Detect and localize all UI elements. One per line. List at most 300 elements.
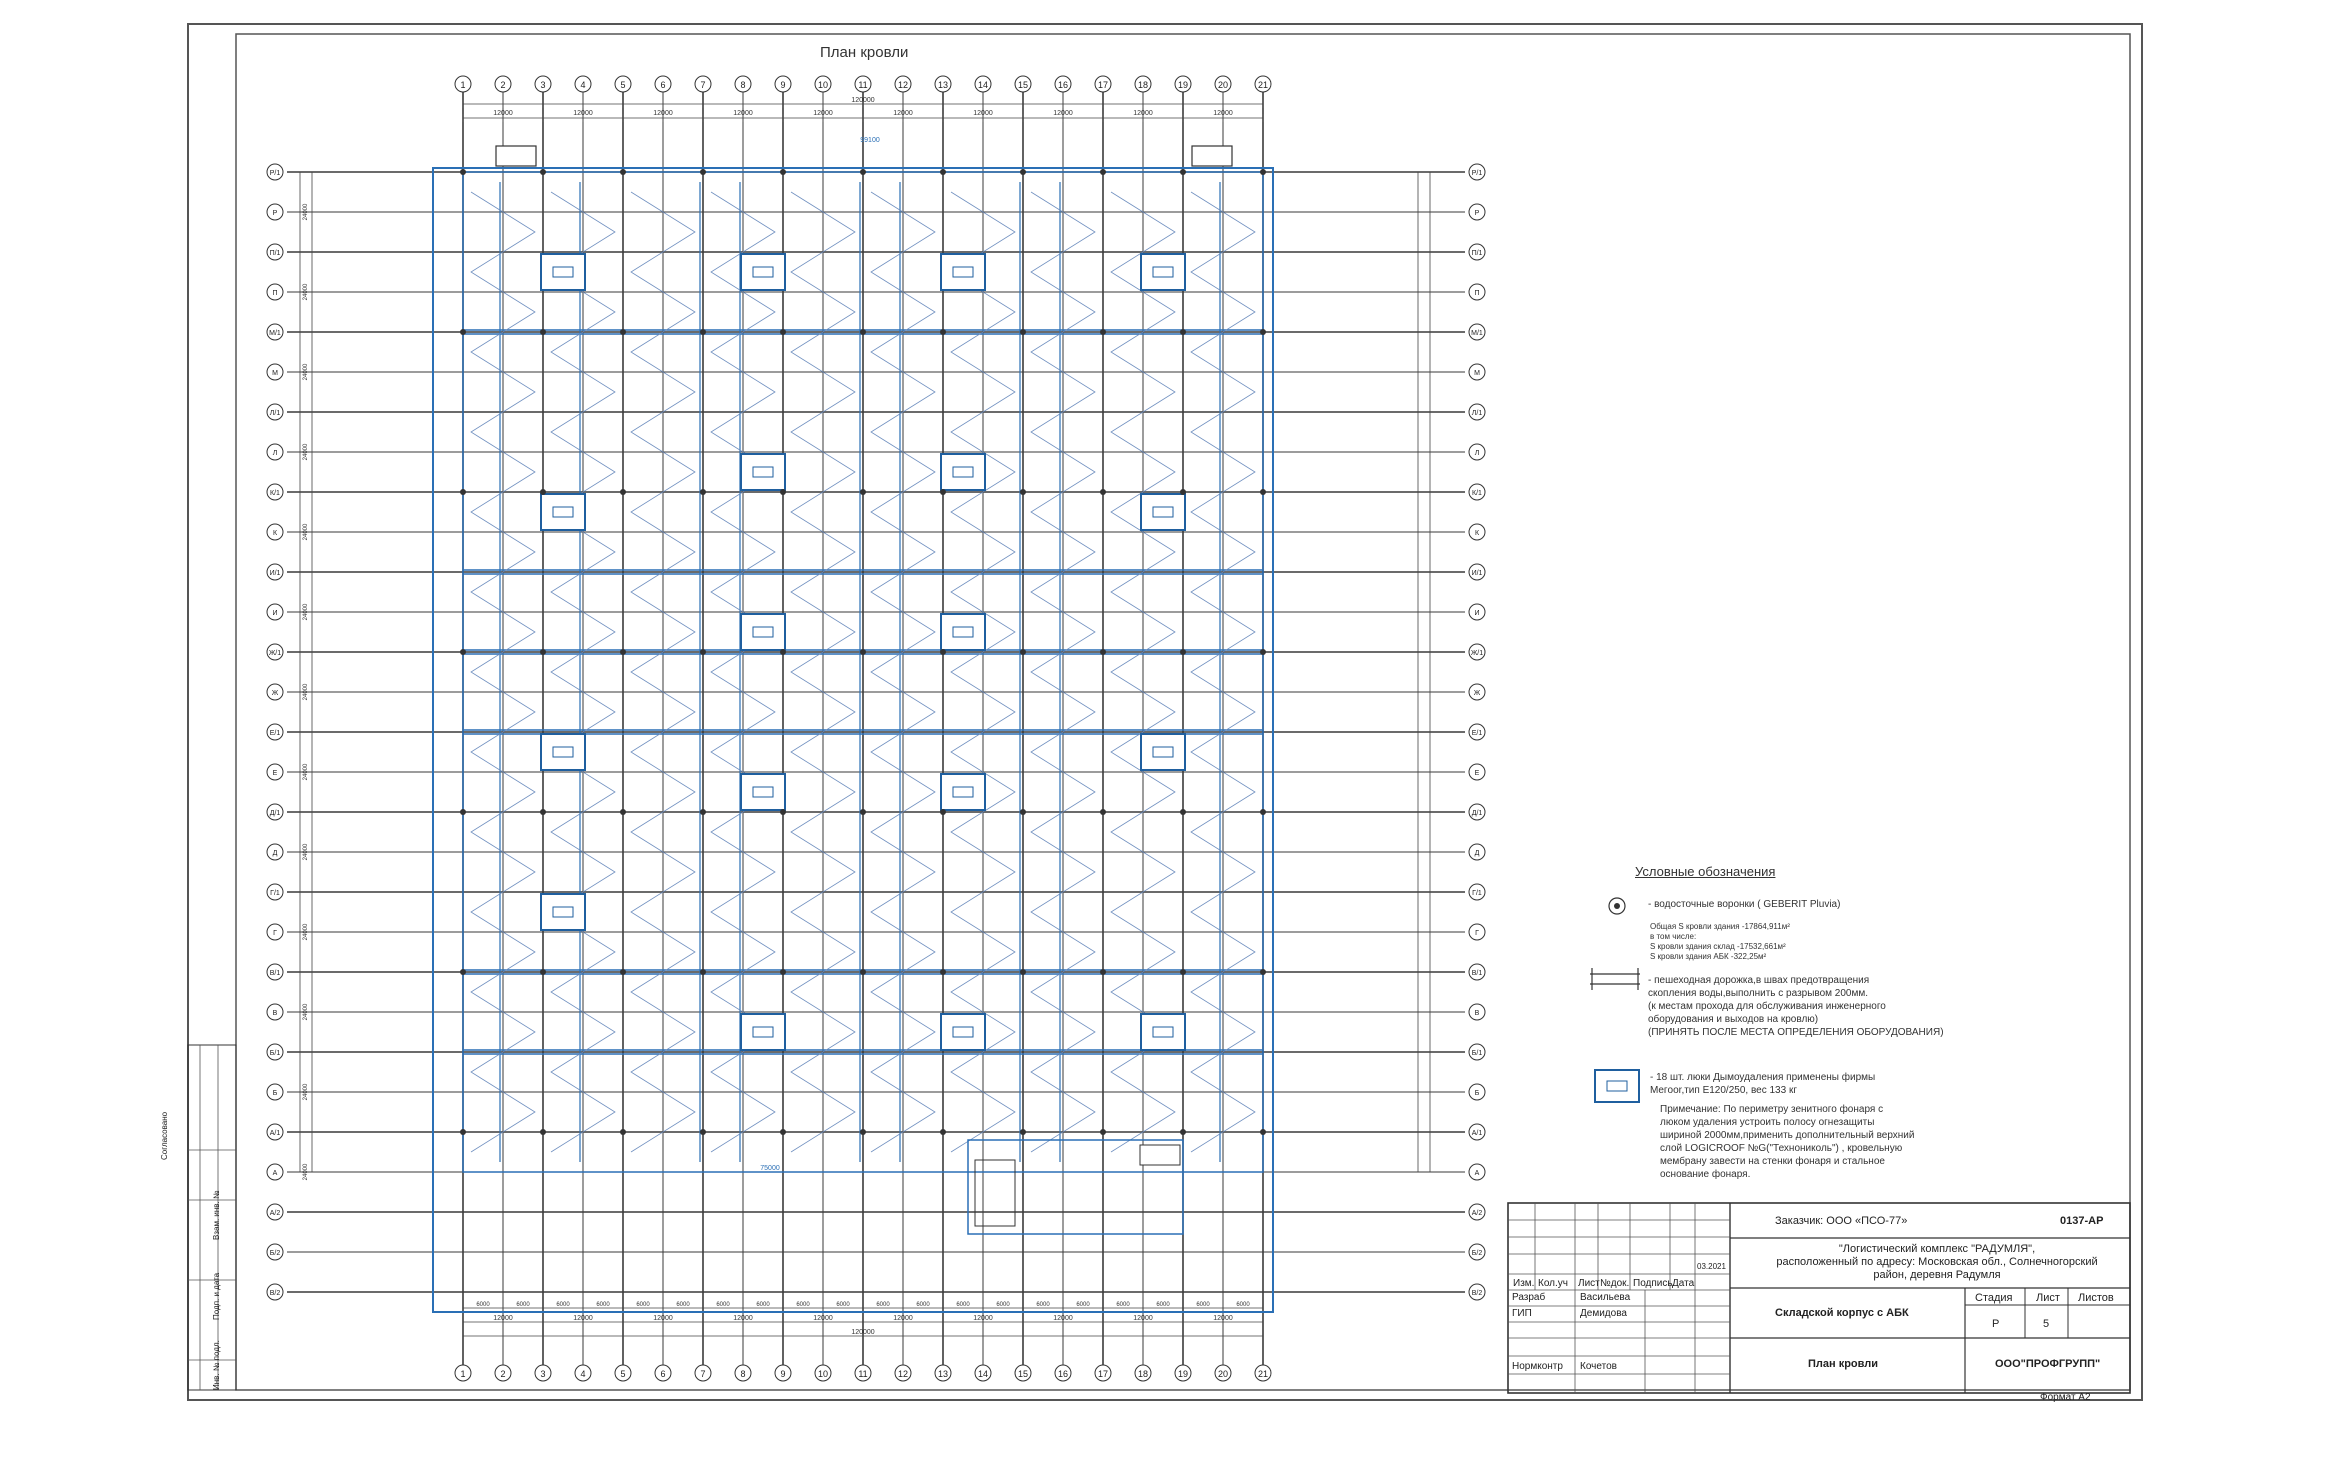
column-point bbox=[1180, 489, 1186, 495]
column-point bbox=[1180, 329, 1186, 335]
axis-label-right: Д bbox=[1474, 850, 1480, 857]
dimension-roof-width: 99100 bbox=[860, 137, 880, 144]
column-point bbox=[700, 329, 706, 335]
axis-label-top: 13 bbox=[937, 80, 949, 90]
column-point bbox=[1100, 1129, 1106, 1135]
axis-label-bottom: 2 bbox=[500, 1369, 506, 1379]
axis-label-right: Г bbox=[1475, 930, 1479, 937]
legend-funnel-label: - водосточные воронки ( GEBERIT Pluvia) bbox=[1648, 899, 1841, 910]
axis-label-left: Б bbox=[272, 1090, 278, 1097]
dimension-label-side: 24000 bbox=[303, 603, 309, 621]
column-point bbox=[460, 1129, 466, 1135]
stamp-customer: Заказчик: ООО «ПСО-77» bbox=[1775, 1215, 1908, 1227]
axis-label-top: 1 bbox=[460, 80, 466, 90]
dimension-label-side: 24000 bbox=[303, 443, 309, 461]
stamp-project-line: район, деревня Радумля bbox=[1873, 1269, 2001, 1281]
legend-walkway bbox=[1648, 974, 1944, 1039]
legend-title: Условные обозначения bbox=[1635, 864, 1776, 879]
column-point bbox=[700, 169, 706, 175]
stamp-name-gip: Демидова bbox=[1580, 1308, 1627, 1319]
axis-label-left: Р bbox=[272, 210, 278, 217]
axis-label-right: А/1 bbox=[1471, 1130, 1483, 1137]
legend-note bbox=[1660, 1103, 1914, 1181]
column-point bbox=[1180, 169, 1186, 175]
stamp-stage-header: Стадия bbox=[1975, 1292, 2013, 1304]
column-point bbox=[1260, 649, 1266, 655]
axis-label-left: В/2 bbox=[269, 1290, 281, 1297]
axis-label-left: В bbox=[272, 1010, 278, 1017]
smoke-hatch bbox=[1141, 254, 1185, 290]
dimension-label: 12000 bbox=[1053, 110, 1073, 117]
axis-label-bottom: 9 bbox=[780, 1369, 786, 1379]
axis-label-bottom: 20 bbox=[1217, 1369, 1229, 1379]
smoke-hatch bbox=[541, 494, 585, 530]
side-stamp-inv-orig: Инв. № подл. bbox=[212, 1340, 221, 1390]
dimension-label-step: 6000 bbox=[876, 1302, 890, 1308]
axis-label-right: Д/1 bbox=[1471, 810, 1483, 817]
legend-note-line: основание фонаря. bbox=[1660, 1169, 1751, 1180]
column-point bbox=[1020, 489, 1026, 495]
axis-label-right: Е/1 bbox=[1471, 730, 1483, 737]
dimension-label: 12000 bbox=[733, 110, 753, 117]
dimension-bottom-width: 75000 bbox=[760, 1165, 780, 1172]
stamp-role-gip: ГИП bbox=[1512, 1308, 1532, 1319]
axis-label-right: А bbox=[1474, 1170, 1480, 1177]
legend-note-line: Примечание: По периметру зенитного фонаря с bbox=[1660, 1104, 1884, 1115]
dimension-label-step: 6000 bbox=[516, 1302, 530, 1308]
smoke-hatch bbox=[741, 774, 785, 810]
axis-label-left: Л/1 bbox=[269, 410, 281, 417]
stamp-sheets-header: Листов bbox=[2078, 1292, 2114, 1304]
dimension-label-side: 24000 bbox=[303, 763, 309, 781]
dimension-label: 12000 bbox=[1133, 110, 1153, 117]
dimension-label: 12000 bbox=[653, 110, 673, 117]
column-point bbox=[940, 489, 946, 495]
axis-label-left: Г bbox=[273, 930, 277, 937]
smoke-hatch bbox=[941, 774, 985, 810]
column-point bbox=[860, 969, 866, 975]
legend-hatch-icon bbox=[1595, 1070, 1639, 1102]
dimension-label-step: 6000 bbox=[476, 1302, 490, 1308]
column-point bbox=[620, 489, 626, 495]
axis-label-top: 3 bbox=[540, 80, 546, 90]
axis-label-right: Л/1 bbox=[1471, 410, 1483, 417]
axis-label-top: 11 bbox=[858, 80, 868, 90]
axis-label-bottom: 3 bbox=[540, 1369, 546, 1379]
roof-equipment bbox=[496, 146, 536, 166]
column-point bbox=[460, 489, 466, 495]
column-point bbox=[940, 329, 946, 335]
legend-area-line: S кровли здания склад -17532,661м² bbox=[1650, 942, 1786, 951]
legend-hatch bbox=[1650, 1071, 1875, 1097]
dimension-label: 12000 bbox=[893, 110, 913, 117]
axis-label-bottom: 8 bbox=[740, 1369, 746, 1379]
axis-label-right: И/1 bbox=[1471, 570, 1483, 577]
dimension-label: 12000 bbox=[813, 1315, 833, 1322]
axis-label-top: 19 bbox=[1177, 80, 1189, 90]
column-point bbox=[780, 969, 786, 975]
axis-label-top: 20 bbox=[1217, 80, 1229, 90]
smoke-hatch bbox=[541, 254, 585, 290]
dimension-label: 12000 bbox=[973, 110, 993, 117]
smoke-hatch bbox=[741, 254, 785, 290]
stamp-header-list: Лист bbox=[1578, 1278, 1600, 1289]
column-point bbox=[1260, 169, 1266, 175]
side-stamp-sign-date: Подп. и дата bbox=[212, 1272, 221, 1320]
legend-walkway-line: (к местам прохода для обслуживания инженерного bbox=[1648, 1001, 1886, 1012]
axis-label-top: 14 bbox=[977, 80, 989, 90]
stamp-building: Складской корпус с АБК bbox=[1775, 1307, 1909, 1319]
dimension-label: 12000 bbox=[653, 1315, 673, 1322]
column-point bbox=[460, 969, 466, 975]
stamp-name-developer: Васильева bbox=[1580, 1292, 1631, 1303]
column-point bbox=[1180, 969, 1186, 975]
stamp-sheet-header: Лист bbox=[2036, 1292, 2060, 1304]
column-point bbox=[940, 169, 946, 175]
dimension-label: 12000 bbox=[973, 1315, 993, 1322]
column-point bbox=[1100, 649, 1106, 655]
column-point bbox=[1260, 969, 1266, 975]
column-point bbox=[940, 809, 946, 815]
sheet-format: Формат А2 bbox=[2040, 1392, 2091, 1403]
axis-label-top: 9 bbox=[780, 80, 786, 90]
axis-label-bottom: 11 bbox=[858, 1369, 868, 1379]
axis-label-left: К bbox=[272, 530, 278, 537]
dimension-label-step: 6000 bbox=[676, 1302, 690, 1308]
axis-label-left: Д/1 bbox=[269, 810, 281, 817]
legend-walkway-line: оборудования и выходов на кровлю) bbox=[1648, 1014, 1819, 1025]
axis-label-right: Г/1 bbox=[1472, 890, 1482, 897]
axis-label-top: 21 bbox=[1257, 80, 1269, 90]
legend-area-line: в том числе: bbox=[1650, 932, 1697, 941]
column-point bbox=[1260, 489, 1266, 495]
dimension-label-step: 6000 bbox=[1196, 1302, 1210, 1308]
axis-label-bottom: 19 bbox=[1177, 1369, 1189, 1379]
stamp-project bbox=[1737, 1243, 2137, 1282]
column-point bbox=[540, 329, 546, 335]
column-point bbox=[860, 649, 866, 655]
smoke-hatch bbox=[941, 1014, 985, 1050]
axis-label-top: 10 bbox=[817, 80, 829, 90]
dimension-label: 12000 bbox=[893, 1315, 913, 1322]
column-point bbox=[1180, 1129, 1186, 1135]
stamp-code: 0137-АР bbox=[2060, 1215, 2104, 1227]
axis-label-right: Ж bbox=[1473, 690, 1481, 697]
legend-funnel-icon bbox=[1614, 903, 1620, 909]
column-point bbox=[540, 489, 546, 495]
axis-label-right: Б/2 bbox=[1471, 1250, 1483, 1257]
column-point bbox=[780, 1129, 786, 1135]
axis-label-right: В/1 bbox=[1471, 970, 1483, 977]
abk-equipment bbox=[1140, 1145, 1180, 1165]
axis-label-right: Б/1 bbox=[1471, 1050, 1483, 1057]
axis-label-bottom: 16 bbox=[1057, 1369, 1069, 1379]
column-point bbox=[620, 1129, 626, 1135]
stamp-header-data: Дата bbox=[1672, 1278, 1695, 1289]
column-point bbox=[940, 969, 946, 975]
column-point bbox=[860, 1129, 866, 1135]
axis-label-right: Ж/1 bbox=[1470, 650, 1484, 657]
axis-label-top: 6 bbox=[660, 80, 666, 90]
dimension-label-side: 24000 bbox=[303, 1083, 309, 1101]
column-point bbox=[620, 329, 626, 335]
column-point bbox=[540, 1129, 546, 1135]
axis-label-bottom: 12 bbox=[897, 1369, 909, 1379]
dimension-label-side: 24000 bbox=[303, 683, 309, 701]
legend-area bbox=[1650, 922, 1790, 962]
axis-label-right: И bbox=[1474, 610, 1480, 617]
axis-label-top: 2 bbox=[500, 80, 506, 90]
axis-label-left: А/2 bbox=[269, 1210, 281, 1217]
column-point bbox=[1020, 809, 1026, 815]
axis-label-left: П bbox=[272, 290, 278, 297]
smoke-hatch bbox=[941, 454, 985, 490]
axis-label-bottom: 18 bbox=[1137, 1369, 1149, 1379]
dimension-label-side: 24000 bbox=[303, 523, 309, 541]
legend-walkway-line: скопления воды,выполнить с разрывом 200мм. bbox=[1648, 988, 1869, 999]
axis-label-top: 12 bbox=[897, 80, 909, 90]
smoke-hatch bbox=[1141, 734, 1185, 770]
column-point bbox=[460, 809, 466, 815]
dimension-label-step: 6000 bbox=[1076, 1302, 1090, 1308]
axis-label-top: 15 bbox=[1017, 80, 1029, 90]
axis-label-top: 17 bbox=[1097, 80, 1109, 90]
axis-label-left: Е bbox=[272, 770, 278, 777]
stamp-header-ndok: №док. bbox=[1600, 1278, 1630, 1289]
smoke-hatch bbox=[741, 614, 785, 650]
legend-note-line: шириной 2000мм,применить дополнительный верхний bbox=[1660, 1130, 1915, 1141]
column-point bbox=[1260, 329, 1266, 335]
smoke-hatch bbox=[541, 734, 585, 770]
stamp-date: 03.2021 bbox=[1697, 1262, 1726, 1271]
axis-label-left: Ж/1 bbox=[268, 650, 282, 657]
axis-label-bottom: 6 bbox=[660, 1369, 666, 1379]
dimension-label: 12000 bbox=[1213, 110, 1233, 117]
axis-label-right: М bbox=[1474, 370, 1480, 377]
axis-label-bottom: 7 bbox=[700, 1369, 706, 1379]
axis-label-top: 5 bbox=[620, 80, 626, 90]
axis-label-bottom: 5 bbox=[620, 1369, 626, 1379]
column-point bbox=[620, 969, 626, 975]
column-point bbox=[1100, 489, 1106, 495]
column-point bbox=[940, 1129, 946, 1135]
dimension-label: 12000 bbox=[733, 1315, 753, 1322]
column-point bbox=[780, 809, 786, 815]
stamp-project-line: "Логистический комплекс "РАДУМЛЯ", bbox=[1838, 1243, 2036, 1255]
stamp-header-izm: Изм. bbox=[1513, 1278, 1535, 1289]
axis-label-left: А bbox=[272, 1170, 278, 1177]
stamp-header-podp: Подпись bbox=[1633, 1278, 1673, 1289]
axis-label-right: Р bbox=[1474, 210, 1480, 217]
column-point bbox=[1260, 1129, 1266, 1135]
legend-note-line: мембрану завести на стенки фонаря и стальное bbox=[1660, 1156, 1885, 1167]
column-point bbox=[540, 969, 546, 975]
drawing-title: План кровли bbox=[820, 44, 909, 61]
column-point bbox=[620, 649, 626, 655]
dimension-label-side: 24000 bbox=[303, 1003, 309, 1021]
column-point bbox=[1260, 809, 1266, 815]
dimension-label-step: 6000 bbox=[796, 1302, 810, 1308]
axis-label-left: И bbox=[272, 610, 278, 617]
column-point bbox=[620, 809, 626, 815]
legend-area-line: Общая S кровли здания -17864,911м² bbox=[1650, 922, 1790, 931]
column-point bbox=[1020, 329, 1026, 335]
column-point bbox=[1180, 809, 1186, 815]
column-point bbox=[1180, 649, 1186, 655]
column-point bbox=[780, 169, 786, 175]
smoke-hatch bbox=[1141, 1014, 1185, 1050]
axis-label-right: К bbox=[1474, 530, 1480, 537]
axis-label-top: 16 bbox=[1057, 80, 1069, 90]
axis-label-left: Г/1 bbox=[270, 890, 280, 897]
dimension-label: 12000 bbox=[573, 110, 593, 117]
axis-label-right: П/1 bbox=[1471, 250, 1483, 257]
column-point bbox=[780, 329, 786, 335]
dimension-label-step: 6000 bbox=[716, 1302, 730, 1308]
axis-label-top: 8 bbox=[740, 80, 746, 90]
axis-label-bottom: 1 bbox=[460, 1369, 466, 1379]
column-point bbox=[1100, 969, 1106, 975]
stamp-name-normcontrol: Кочетов bbox=[1580, 1361, 1617, 1372]
dimension-label: 12000 bbox=[573, 1315, 593, 1322]
dimension-label: 12000 bbox=[1053, 1315, 1073, 1322]
dimension-label: 12000 bbox=[1133, 1315, 1153, 1322]
axis-label-right: Е bbox=[1474, 770, 1480, 777]
smoke-hatch bbox=[541, 894, 585, 930]
stamp-stage: Р bbox=[1992, 1318, 2000, 1330]
axis-label-left: П/1 bbox=[269, 250, 281, 257]
dimension-label-step: 6000 bbox=[1036, 1302, 1050, 1308]
column-point bbox=[700, 489, 706, 495]
roof-equipment bbox=[1192, 146, 1232, 166]
column-point bbox=[700, 1129, 706, 1135]
abk-stair bbox=[975, 1160, 1015, 1226]
stamp-sheet-no: 5 bbox=[2043, 1318, 2050, 1330]
axis-label-right: А/2 bbox=[1471, 1210, 1483, 1217]
axis-label-right: Р/1 bbox=[1471, 170, 1483, 177]
axis-label-left: Л bbox=[272, 450, 278, 457]
dimension-label-step: 6000 bbox=[996, 1302, 1010, 1308]
axis-label-left: Д bbox=[272, 850, 278, 857]
dimension-label-side: 24000 bbox=[303, 363, 309, 381]
axis-label-top: 4 bbox=[580, 80, 586, 90]
column-point bbox=[860, 489, 866, 495]
stamp-company: ООО"ПРОФГРУПП" bbox=[1995, 1358, 2101, 1370]
legend-area-line: S кровли здания АБК -322,25м² bbox=[1650, 952, 1767, 961]
column-point bbox=[780, 489, 786, 495]
axis-label-left: А/1 bbox=[269, 1130, 281, 1137]
smoke-hatch bbox=[941, 614, 985, 650]
dimension-label-step: 6000 bbox=[596, 1302, 610, 1308]
column-point bbox=[540, 809, 546, 815]
column-point bbox=[1020, 1129, 1026, 1135]
column-point bbox=[860, 329, 866, 335]
axis-label-right: М/1 bbox=[1471, 330, 1483, 337]
dimension-label-step: 6000 bbox=[1116, 1302, 1130, 1308]
sheet-frame bbox=[188, 24, 2142, 1400]
axis-label-left: К/1 bbox=[270, 490, 280, 497]
column-point bbox=[1020, 649, 1026, 655]
column-point bbox=[700, 969, 706, 975]
column-point bbox=[860, 169, 866, 175]
axis-label-bottom: 14 bbox=[977, 1369, 989, 1379]
column-point bbox=[1020, 169, 1026, 175]
smoke-hatch bbox=[741, 1014, 785, 1050]
axis-label-bottom: 21 bbox=[1257, 1369, 1269, 1379]
stamp-sheet-title: План кровли bbox=[1808, 1358, 1879, 1370]
axis-label-left: Б/1 bbox=[269, 1050, 281, 1057]
dimension-total: 120000 bbox=[851, 1329, 875, 1336]
axis-label-bottom: 13 bbox=[937, 1369, 949, 1379]
smoke-hatch bbox=[941, 254, 985, 290]
dimension-label-side: 24000 bbox=[303, 1163, 309, 1181]
axis-label-left: Р/1 bbox=[269, 170, 281, 177]
axis-label-left: И/1 bbox=[269, 570, 281, 577]
column-point bbox=[540, 169, 546, 175]
column-point bbox=[540, 649, 546, 655]
dimension-label: 12000 bbox=[813, 110, 833, 117]
axis-label-left: Ж bbox=[271, 690, 279, 697]
dimension-label-step: 6000 bbox=[836, 1302, 850, 1308]
axis-label-right: В/2 bbox=[1471, 1290, 1483, 1297]
dimension-label-step: 6000 bbox=[1156, 1302, 1170, 1308]
axis-label-right: К/1 bbox=[1472, 490, 1482, 497]
column-point bbox=[1020, 969, 1026, 975]
axis-label-top: 7 bbox=[700, 80, 706, 90]
column-point bbox=[780, 649, 786, 655]
stamp-role-developer: Разраб bbox=[1512, 1292, 1546, 1303]
dimension-label: 12000 bbox=[1213, 1315, 1233, 1322]
axis-label-bottom: 4 bbox=[580, 1369, 586, 1379]
column-point bbox=[700, 809, 706, 815]
dimension-label-side: 24000 bbox=[303, 923, 309, 941]
axis-label-bottom: 17 bbox=[1097, 1369, 1109, 1379]
dimension-label-side: 24000 bbox=[303, 843, 309, 861]
axis-label-left: М/1 bbox=[269, 330, 281, 337]
axis-label-right: П bbox=[1474, 290, 1480, 297]
axis-label-left: М bbox=[272, 370, 278, 377]
axis-label-right: Б bbox=[1474, 1090, 1480, 1097]
legend-note-line: люком удаления устроить полосу огнезащиты bbox=[1660, 1117, 1875, 1128]
axis-label-left: Е/1 bbox=[269, 730, 281, 737]
column-point bbox=[1100, 169, 1106, 175]
column-point bbox=[1100, 329, 1106, 335]
dimension-label-step: 6000 bbox=[556, 1302, 570, 1308]
dimension-total: 120000 bbox=[851, 97, 875, 104]
stamp-role-normcontrol: Нормконтр bbox=[1512, 1361, 1563, 1372]
legend-hatch-line: - 18 шт. люки Дымоудаления применены фирмы bbox=[1650, 1072, 1876, 1083]
legend-hatch-line: Meгoor,тип Е120/250, вес 133 кг bbox=[1650, 1085, 1797, 1096]
dimension-label-step: 6000 bbox=[1236, 1302, 1250, 1308]
axis-label-top: 18 bbox=[1137, 80, 1149, 90]
stamp-project-line: расположенный по адресу: Московская обл., Солнечногорский bbox=[1776, 1256, 2098, 1268]
axis-label-left: Б/2 bbox=[269, 1250, 281, 1257]
column-point bbox=[940, 649, 946, 655]
dimension-label: 12000 bbox=[493, 110, 513, 117]
axis-label-right: Л bbox=[1474, 450, 1480, 457]
legend-note-line: слой LOGICROOF №G("Технониколь") , кровельную bbox=[1660, 1143, 1903, 1154]
column-point bbox=[700, 649, 706, 655]
axis-label-right: В bbox=[1474, 1010, 1480, 1017]
column-point bbox=[460, 329, 466, 335]
side-stamp-inv-replace: Взам. инв. № bbox=[212, 1190, 221, 1240]
dimension-label-side: 24000 bbox=[303, 203, 309, 221]
dimension-label-step: 6000 bbox=[756, 1302, 770, 1308]
axis-label-bottom: 15 bbox=[1017, 1369, 1029, 1379]
dimension-label: 12000 bbox=[493, 1315, 513, 1322]
stamp-header-kol: Кол.уч bbox=[1538, 1278, 1568, 1289]
smoke-hatch bbox=[741, 454, 785, 490]
